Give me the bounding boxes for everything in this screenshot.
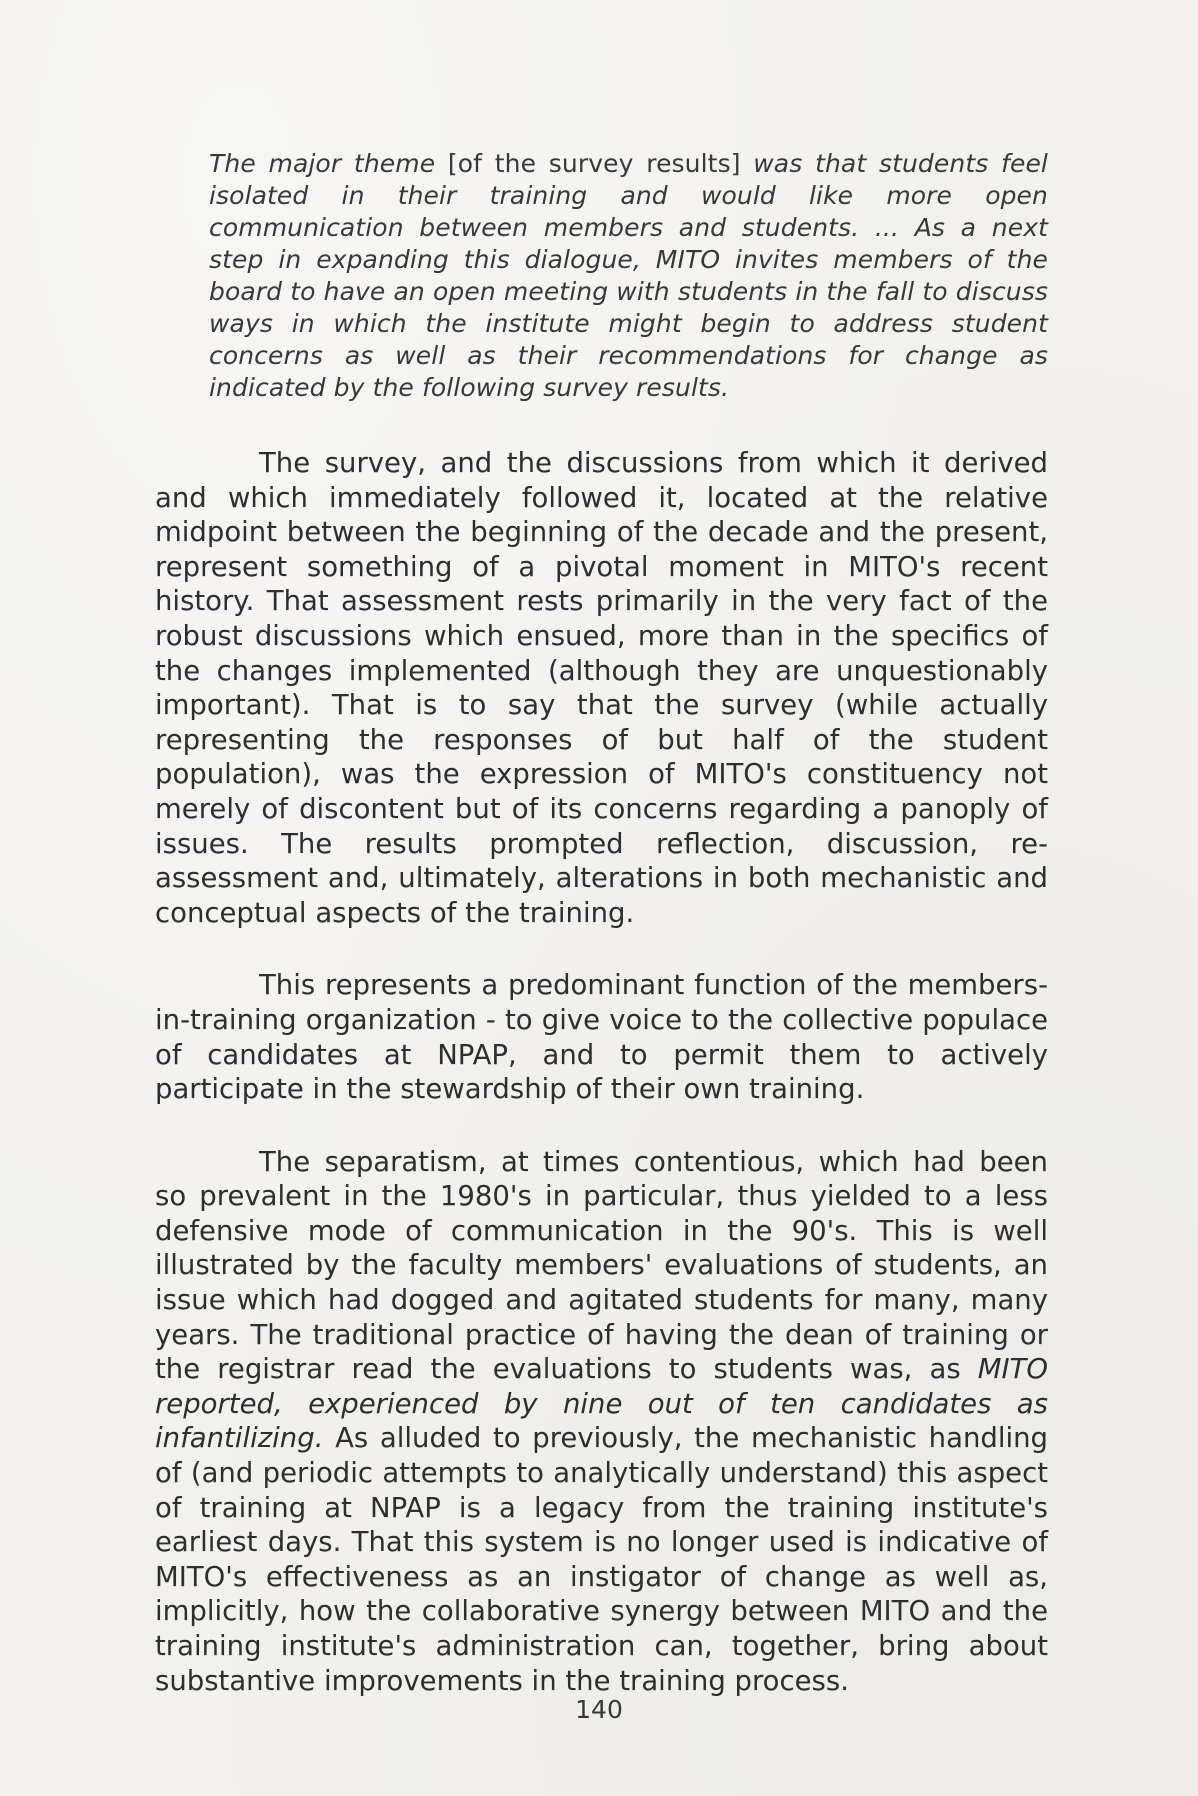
paragraph-3-text-end: As alluded to previously, the mechanistic handling of (and periodic attempts to analytically understand) this aspect of training at NPAP is a legacy from the training institute's earliest days. That this system is no longer used is indicative of MITO's effectiveness as an instigator of change as well as, implicitly, how the collaborative synergy between MITO and the training institute's administration can, together, bring about substantive improvements in the training process. — [155, 1422, 1048, 1697]
paragraph-2: This represents a predominant function of the members-in-training organization - to give voice to the collective populace of candidates at NPAP, and to permit them to actively participate in the stewardship of their own training. — [155, 969, 1048, 1106]
page-number: 140 — [575, 1695, 623, 1724]
paragraph-3-text-start: The separatism, at times contentious, which had been so prevalent in the 1980's in particular, thus yielded to a less defensive mode of communication in the 90's. This is well illustrated by the faculty members' evaluations of students, an issue which had dogged and agitated students for many, many years. The traditional practice of having the dean of training or the registrar read the evaluations to students was, as — [155, 1145, 1048, 1386]
block-quote — [209, 148, 1048, 404]
page-content — [155, 148, 1048, 1736]
paragraph-3 — [155, 1145, 1048, 1699]
paragraph-3-italic-text: MITO reported, experienced by nine out of ten candidates as infantilizing. — [155, 1353, 1048, 1455]
quote-bracketed-insert: [of the survey results] — [435, 149, 754, 178]
paragraph-1: The survey, and the discussions from which it derived and which immediately followed it, located at the relative midpoint between the beginning of the decade and the present, represent something of a pivotal moment in MITO's recent history. That assessment rests primarily in the very fact of the robust discussions which ensued, more than in the specifics of the changes implemented (although they are unquestionably important). That is to say that the survey (while actually representing the responses of but half of the student population), was the expression of MITO's constituency not merely of discontent but of its concerns regarding a panoply of issues. The results prompted reflection, discussion, re-assessment and, ultimately, alterations in both mechanistic and conceptual aspects of the training. — [155, 447, 1048, 929]
quote-italic-lead: The major theme — [209, 149, 436, 178]
quote-italic-body: was that students feel isolated in their training and would like more open communication between members and students. ... As a next step in expanding this dialogue, MITO invites members of the board to have an open meeting with students in the fall to discuss ways in which the institute might begin to address student concerns as well as their recommendations for change as indicated by the following survey results. — [209, 149, 1048, 402]
